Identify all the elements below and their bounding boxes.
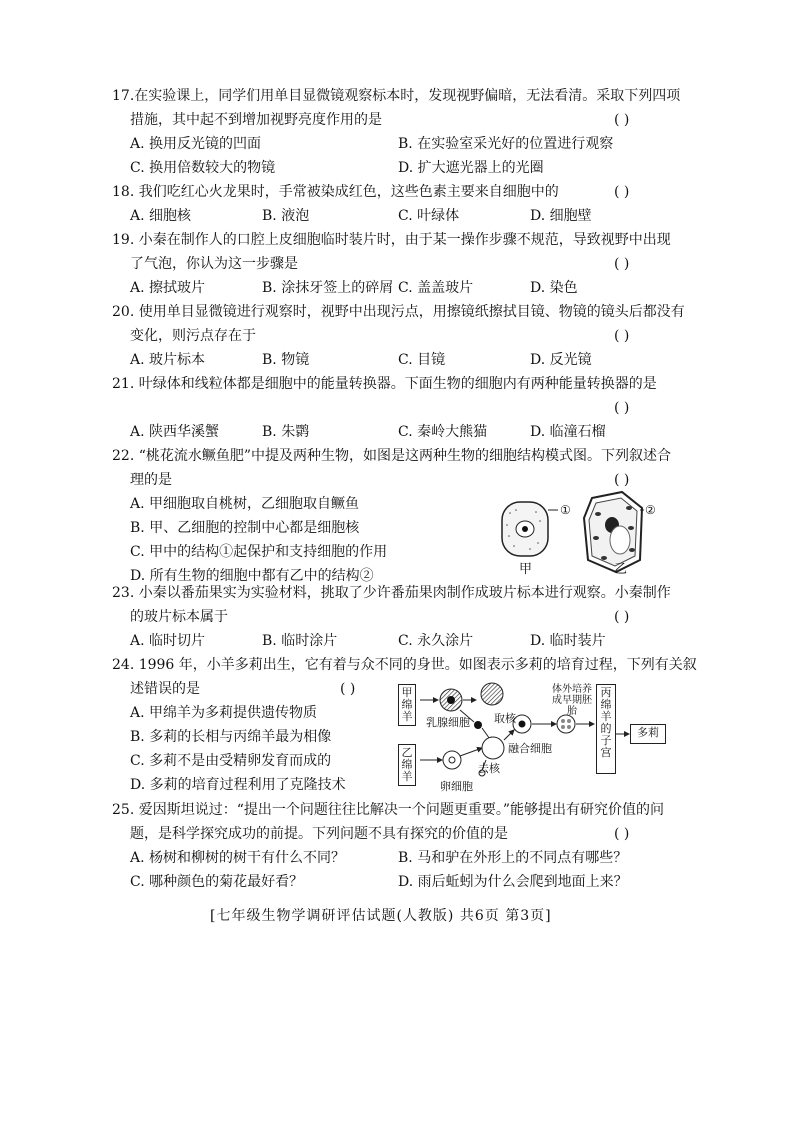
q19-option-a: A. 擦拭玻片 <box>130 280 206 296</box>
label-culture: 体外培养成早期胚胎 <box>552 684 592 717</box>
q20-option-c: C. 目镜 <box>398 352 446 368</box>
q23-option-a: A. 临时切片 <box>130 633 206 649</box>
q18-option-a: A. 细胞核 <box>130 208 192 224</box>
q24-answer-bracket: ( ) <box>340 681 356 697</box>
q21-option-a: A. 陕西华溪蟹 <box>130 424 220 440</box>
q22-option-d: D. 所有生物的细胞中都有乙中的结构② <box>130 568 374 584</box>
q25-option-a: A. 杨树和柳树的树干有什么不同？ <box>130 850 346 866</box>
q21-option-b: B. 朱鹮 <box>262 424 310 440</box>
q19-option-c: C. 盖盖玻片 <box>398 280 474 296</box>
q17-answer-bracket: ( ) <box>614 112 630 128</box>
q17-option-d: D. 扩大遮光器上的光圈 <box>398 160 544 176</box>
page-footer: [七年级生物学调研评估试题(人教版) 共6页 第3页] <box>210 908 552 924</box>
q24-stem-line2: 述错误的是 <box>130 681 200 697</box>
q20-answer-bracket: ( ) <box>614 328 630 344</box>
q18-option-b: B. 液泡 <box>262 208 310 224</box>
q25-answer-bracket: ( ) <box>614 826 630 842</box>
q21-option-c: C. 秦岭大熊猫 <box>398 424 488 440</box>
q22-stem-line1: 22. “桃花流水鳜鱼肥”中提及两种生物，如图是这两种生物的细胞结构模式图。下列叙述合 <box>112 448 672 464</box>
q23-stem-line2: 的玻片标本属于 <box>130 609 228 625</box>
q21-stem-line1: 21. 叶绿体和线粒体都是细胞中的能量转换器。下面生物的细胞内有两种能量转换器的是 <box>112 376 657 392</box>
cloning-flow-figure <box>396 680 664 798</box>
q20-option-b: B. 物镜 <box>262 352 310 368</box>
label-take-nucleus: 取核 <box>494 712 516 725</box>
q20-stem-line2: 变化，则污点存在于 <box>130 328 256 344</box>
q24-stem-line1: 24. 1996 年，小羊多莉出生，它有着与众不同的身世。如图表示多莉的培育过程，下列有关叙 <box>112 657 697 673</box>
label-cell-yi: 乙 <box>614 562 628 577</box>
label-egg-cell: 卵细胞 <box>440 780 473 793</box>
q21-answer-bracket: ( ) <box>614 400 630 416</box>
q25-option-c: C. 哪种颜色的菊花最好看？ <box>130 874 304 890</box>
q20-option-d: D. 反光镜 <box>530 352 592 368</box>
q22-option-a: A. 甲细胞取自桃树，乙细胞取自鳜鱼 <box>130 496 360 512</box>
q25-option-d: D. 雨后蚯蚓为什么会爬到地面上来？ <box>398 874 628 890</box>
q18-stem-line1: 18. 我们吃红心火龙果时，手常被染成红色，这些色素主要来自细胞中的 <box>112 184 559 200</box>
q17-option-c: C. 换用倍数较大的物镜 <box>130 160 276 176</box>
q23-option-b: B. 临时涂片 <box>262 633 338 649</box>
cell-structure-figure <box>490 488 670 580</box>
q24-option-d: D. 多莉的培育过程利用了克隆技术 <box>130 777 346 793</box>
label-structure-1: ① <box>560 503 571 517</box>
cell-jia-diagram <box>502 502 558 556</box>
q19-option-d: D. 染色 <box>530 280 578 296</box>
q19-answer-bracket: ( ) <box>614 256 630 272</box>
q25-stem-line1: 25. 爱因斯坦说过：“提出一个问题往往比解决一个问题更重要。”能够提出有研究价值的问 <box>112 802 665 818</box>
q25-option-b: B. 马和驴在外形上的不同点有哪些？ <box>398 850 628 866</box>
q17-stem-line1: 17.在实验课上，同学们用单目显微镜观察标本时，发现视野偏暗，无法看清。采取下列四项 <box>112 88 681 104</box>
q18-option-c: C. 叶绿体 <box>398 208 460 224</box>
q21-option-d: D. 临潼石榴 <box>530 424 606 440</box>
q17-option-a: A. 换用反光镜的凹面 <box>130 136 262 152</box>
q23-answer-bracket: ( ) <box>614 609 630 625</box>
sheep-a-box: 甲绵羊 <box>398 684 416 726</box>
q24-option-a: A. 甲绵羊为多莉提供遗传物质 <box>130 705 318 721</box>
q20-option-a: A. 玻片标本 <box>130 352 206 368</box>
label-fused-cell: 融合细胞 <box>508 742 552 755</box>
q20-stem-line1: 20. 使用单目显微镜进行观察时，视野中出现污点，用擦镜纸擦拭目镜、物镜的镜头后都没有 <box>112 304 685 320</box>
q24-option-c: C. 多莉不是由受精卵发育而成的 <box>130 753 332 769</box>
label-cell-jia: 甲 <box>519 562 533 577</box>
q22-answer-bracket: ( ) <box>614 472 630 488</box>
q19-stem-line1: 19. 小秦在制作人的口腔上皮细胞临时装片时，由于某一操作步骤不规范，导致视野中出现 <box>112 232 671 248</box>
q19-stem-line2: 了气泡，你认为这一步骤是 <box>130 256 298 272</box>
q22-option-c: C. 甲中的结构①起保护和支持细胞的作用 <box>130 544 388 560</box>
label-structure-2: ② <box>645 503 656 517</box>
q19-option-b: B. 涂抹牙签上的碎屑 <box>262 280 394 296</box>
dolly-box: 多莉 <box>630 724 666 744</box>
uterus-box: 丙绵羊的子宫 <box>596 684 616 774</box>
q17-option-b: B. 在实验室采光好的位置进行观察 <box>398 136 614 152</box>
q24-option-b: B. 多莉的长相与丙绵羊最为相像 <box>130 729 332 745</box>
q22-option-b: B. 甲、乙细胞的控制中心都是细胞核 <box>130 520 360 536</box>
q23-option-c: C. 永久涂片 <box>398 633 474 649</box>
q23-stem-line1: 23. 小秦以番茄果实为实验材料，挑取了少许番茄果肉制作成玻片标本进行观察。小秦制作 <box>112 585 671 601</box>
cell-yi-diagram <box>584 492 644 572</box>
sheep-b-box: 乙绵羊 <box>398 744 416 786</box>
q25-stem-line2: 题，是科学探究成功的前提。下列问题不具有探究的价值的是 <box>130 826 508 842</box>
q18-answer-bracket: ( ) <box>614 184 630 200</box>
q23-option-d: D. 临时装片 <box>530 633 606 649</box>
q22-stem-line2: 理的是 <box>130 472 172 488</box>
q17-stem-line2: 措施，其中起不到增加视野亮度作用的是 <box>130 112 382 128</box>
label-remove-nucleus: 去核 <box>478 762 500 775</box>
label-mammary-cell: 乳腺细胞 <box>426 716 470 729</box>
q18-option-d: D. 细胞壁 <box>530 208 592 224</box>
